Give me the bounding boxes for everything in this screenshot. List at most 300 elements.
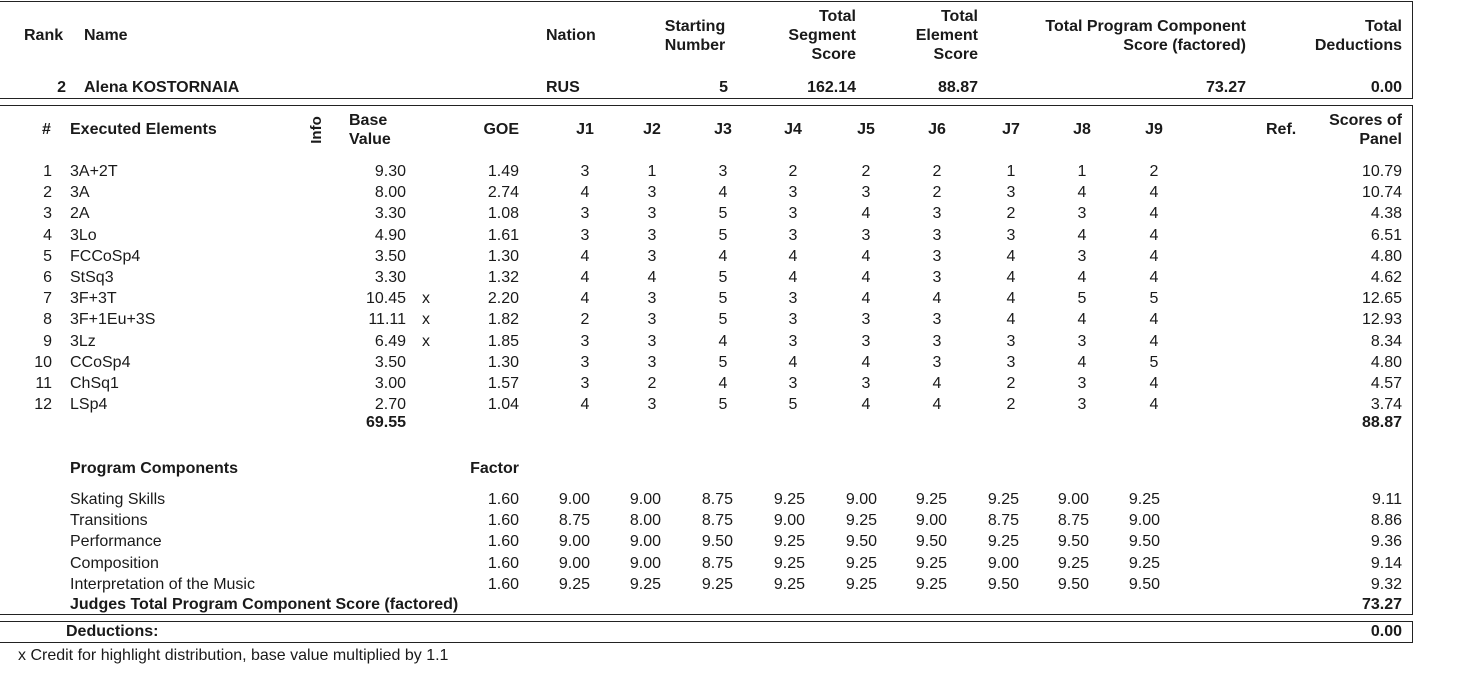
judge-header-6: J6	[928, 121, 946, 138]
component-judge-score-j9: 9.50	[1128, 575, 1160, 593]
element-judge-score-j3: 3	[718, 163, 728, 180]
component-judge-score-j1: 9.00	[558, 533, 590, 551]
element-panel-score: 4.62	[1370, 269, 1402, 286]
deductions-label: Deductions:	[66, 623, 159, 640]
element-highlight-mark: x	[422, 311, 430, 329]
component-judge-score-j4: 9.25	[773, 554, 805, 572]
base-value-line-2: Value	[349, 131, 391, 148]
element-judge-score-j5: 4	[861, 290, 871, 308]
component-judge-score-j8: 9.25	[1057, 554, 1089, 572]
header-name: Name	[84, 27, 128, 44]
header-ded-line-2: Deductions	[1314, 37, 1402, 54]
component-judge-score-j2: 9.00	[629, 554, 661, 572]
element-panel-score: 3.74	[1370, 396, 1402, 414]
deductions-value: 0.00	[1370, 623, 1402, 640]
element-name: 3A+2T	[70, 163, 118, 180]
component-factor: 1.60	[487, 512, 519, 530]
element-judge-score-j1: 3	[580, 375, 590, 392]
element-judge-score-j1: 3	[580, 353, 590, 371]
component-judge-score-j2: 9.00	[629, 491, 661, 508]
component-row	[0, 489, 1460, 510]
element-judge-score-j8: 4	[1077, 269, 1087, 286]
element-judge-score-j2: 2	[647, 375, 657, 392]
element-judge-score-j3: 5	[718, 269, 728, 286]
component-judge-score-j5: 9.25	[845, 554, 877, 572]
element-goe: 1.30	[487, 247, 519, 265]
element-judge-score-j9: 2	[1149, 163, 1159, 180]
element-judge-score-j9: 4	[1149, 396, 1159, 414]
element-judge-score-j6: 3	[932, 269, 942, 286]
components-total-label: Judges Total Program Component Score (factored)	[70, 596, 459, 613]
judge-header-2: J2	[643, 121, 661, 138]
skater-total-pcs: 73.27	[1205, 79, 1246, 96]
element-judge-score-j9: 4	[1149, 269, 1159, 286]
element-base-value: 3.30	[374, 269, 406, 286]
element-judge-score-j7: 4	[1006, 247, 1016, 265]
elements-header-ref: Ref.	[1266, 121, 1297, 138]
element-judge-score-j7: 4	[1006, 290, 1016, 308]
element-judge-score-j5: 3	[861, 375, 871, 392]
component-judge-score-j7: 9.25	[987, 533, 1019, 551]
element-judge-score-j5: 4	[861, 205, 871, 223]
element-judge-score-j6: 3	[932, 332, 942, 350]
element-panel-score: 4.80	[1370, 353, 1402, 371]
component-judge-score-j8: 9.00	[1057, 491, 1089, 508]
element-judge-score-j7: 3	[1006, 332, 1016, 350]
element-judge-score-j8: 1	[1077, 163, 1087, 180]
element-goe: 1.30	[487, 353, 519, 371]
component-judge-score-j9: 9.50	[1128, 533, 1160, 551]
element-judge-score-j7: 2	[1006, 396, 1016, 414]
element-judge-score-j1: 3	[580, 226, 590, 244]
element-panel-score: 12.65	[1361, 290, 1402, 308]
base-value-line-1: Base	[349, 112, 388, 129]
element-judge-score-j8: 4	[1077, 311, 1087, 329]
judge-header-8: J8	[1073, 121, 1091, 138]
element-judge-score-j3: 5	[718, 290, 728, 308]
element-judge-score-j3: 4	[718, 184, 728, 202]
component-judge-score-j2: 9.25	[629, 575, 661, 593]
element-judge-score-j6: 3	[932, 226, 942, 244]
element-panel-score: 8.34	[1370, 332, 1402, 350]
element-name: 3Lz	[70, 332, 96, 350]
footnote: x Credit for highlight distribution, base value multiplied by 1.1	[18, 647, 449, 664]
element-row	[0, 309, 1460, 330]
skater-starting-number: 5	[719, 79, 728, 96]
element-base-value: 8.00	[374, 184, 406, 202]
component-judge-score-j9: 9.25	[1128, 554, 1160, 572]
elements-header-base-value	[349, 111, 391, 149]
element-judge-score-j6: 3	[932, 311, 942, 329]
component-factor: 1.60	[487, 491, 519, 508]
component-panel-score: 9.11	[1372, 491, 1402, 508]
element-judge-score-j6: 2	[932, 163, 942, 180]
element-judge-score-j2: 4	[647, 269, 657, 286]
element-judge-score-j3: 5	[718, 205, 728, 223]
component-judge-score-j6: 9.50	[915, 533, 947, 551]
element-judge-score-j1: 4	[580, 184, 590, 202]
element-judge-score-j6: 3	[932, 205, 942, 223]
header-rank: Rank	[24, 27, 64, 44]
judge-header-4: J4	[784, 121, 802, 138]
element-row	[0, 352, 1460, 373]
element-judge-score-j4: 5	[788, 396, 798, 414]
component-judge-score-j8: 8.75	[1057, 512, 1089, 530]
component-judge-score-j3: 9.25	[701, 575, 733, 593]
component-row	[0, 574, 1460, 595]
element-name: 2A	[70, 205, 90, 223]
component-row	[0, 510, 1460, 531]
element-judge-score-j9: 4	[1149, 375, 1159, 392]
element-judge-score-j4: 4	[788, 353, 798, 371]
element-goe: 1.82	[487, 311, 519, 329]
component-judge-score-j6: 9.00	[915, 512, 947, 530]
element-base-value: 3.50	[374, 353, 406, 371]
element-row	[0, 331, 1460, 352]
component-name: Interpretation of the Music	[70, 575, 255, 593]
element-judge-score-j9: 4	[1149, 205, 1159, 223]
element-base-value: 9.30	[374, 163, 406, 180]
header-starting-line-2: Number	[664, 37, 726, 54]
component-factor: 1.60	[487, 554, 519, 572]
header-tss-line-3: Score	[811, 46, 856, 63]
element-judge-score-j2: 3	[647, 290, 657, 308]
element-judge-score-j7: 3	[1006, 353, 1016, 371]
element-name: 3F+1Eu+3S	[70, 311, 156, 329]
element-judge-score-j5: 4	[861, 269, 871, 286]
elements-header-executed: Executed Elements	[70, 121, 217, 138]
component-judge-score-j1: 9.00	[558, 554, 590, 572]
element-judge-score-j6: 3	[932, 353, 942, 371]
component-judge-score-j3: 8.75	[701, 491, 733, 508]
element-panel-score: 4.38	[1370, 205, 1402, 223]
element-name: CCoSp4	[70, 353, 131, 371]
element-judge-score-j9: 4	[1149, 247, 1159, 265]
element-judge-score-j1: 3	[580, 205, 590, 223]
element-number: 6	[43, 269, 52, 286]
component-judge-score-j1: 8.75	[558, 512, 590, 530]
deductions-box	[0, 621, 1413, 643]
component-judge-score-j3: 8.75	[701, 512, 733, 530]
element-judge-score-j3: 4	[718, 332, 728, 350]
element-judge-score-j4: 4	[788, 247, 798, 265]
skater-nation: RUS	[546, 79, 580, 96]
element-judge-score-j6: 4	[932, 375, 942, 392]
component-judge-score-j6: 9.25	[915, 491, 947, 508]
component-name: Composition	[70, 554, 159, 572]
header-tss-line-2: Segment	[788, 27, 856, 44]
component-row	[0, 553, 1460, 574]
element-judge-score-j2: 1	[647, 163, 657, 180]
element-judge-score-j5: 3	[861, 311, 871, 329]
component-panel-score: 8.86	[1370, 512, 1402, 530]
header-total-segment-score	[760, 7, 856, 64]
scores-of-panel-line-2: Panel	[1359, 131, 1402, 148]
components-title: Program Components	[70, 460, 239, 477]
element-judge-score-j1: 4	[580, 396, 590, 414]
element-judge-score-j2: 3	[647, 205, 657, 223]
component-judge-score-j7: 9.50	[987, 575, 1019, 593]
component-judge-score-j5: 9.00	[845, 491, 877, 508]
judge-header-3: J3	[714, 121, 732, 138]
skater-total-segment-score: 162.14	[807, 79, 856, 96]
judge-header-9: J9	[1145, 121, 1163, 138]
element-judge-score-j1: 4	[580, 290, 590, 308]
element-judge-score-j1: 4	[580, 269, 590, 286]
element-judge-score-j5: 4	[861, 247, 871, 265]
element-judge-score-j2: 3	[647, 226, 657, 244]
element-judge-score-j8: 3	[1077, 247, 1087, 265]
element-judge-score-j4: 3	[788, 332, 798, 350]
element-row	[0, 267, 1460, 288]
element-row	[0, 373, 1460, 394]
element-judge-score-j1: 2	[580, 311, 590, 329]
judge-header-5: J5	[857, 121, 875, 138]
component-judge-score-j4: 9.25	[773, 575, 805, 593]
element-judge-score-j8: 4	[1077, 353, 1087, 371]
header-starting-line-1: Starting	[664, 18, 726, 35]
header-pcs-line-1: Total Program Component	[1045, 18, 1246, 35]
element-highlight-mark: x	[422, 290, 430, 308]
element-judge-score-j7: 3	[1006, 184, 1016, 202]
element-judge-score-j1: 3	[580, 332, 590, 350]
component-judge-score-j1: 9.00	[558, 491, 590, 508]
header-pcs-line-2: Score (factored)	[1123, 37, 1246, 54]
element-row	[0, 394, 1460, 415]
element-judge-score-j7: 2	[1006, 205, 1016, 223]
elements-total-panel: 88.87	[1361, 414, 1402, 431]
element-judge-score-j8: 3	[1077, 375, 1087, 392]
element-name: LSp4	[70, 396, 108, 414]
element-number: 1	[43, 163, 52, 180]
elements-total-base: 69.55	[365, 414, 406, 431]
element-judge-score-j9: 5	[1149, 290, 1159, 308]
element-number: 12	[34, 396, 52, 414]
component-judge-score-j9: 9.25	[1128, 491, 1160, 508]
element-judge-score-j5: 3	[861, 226, 871, 244]
component-panel-score: 9.36	[1370, 533, 1402, 551]
component-name: Transitions	[70, 512, 148, 530]
element-number: 2	[43, 184, 52, 202]
element-judge-score-j7: 4	[1006, 269, 1016, 286]
element-judge-score-j1: 3	[580, 163, 590, 180]
elements-header-info: Info	[308, 116, 325, 144]
element-judge-score-j4: 2	[788, 163, 798, 180]
element-judge-score-j7: 2	[1006, 375, 1016, 392]
header-nation: Nation	[546, 27, 596, 44]
element-judge-score-j3: 5	[718, 353, 728, 371]
element-name: 3F+3T	[70, 290, 117, 308]
element-judge-score-j2: 3	[647, 396, 657, 414]
element-judge-score-j6: 2	[932, 184, 942, 202]
component-judge-score-j1: 9.25	[558, 575, 590, 593]
element-goe: 1.85	[487, 332, 519, 350]
element-goe: 1.57	[487, 375, 519, 392]
element-judge-score-j6: 3	[932, 247, 942, 265]
element-highlight-mark: x	[422, 332, 430, 350]
component-judge-score-j8: 9.50	[1057, 533, 1089, 551]
element-name: 3A	[70, 184, 90, 202]
element-row	[0, 246, 1460, 267]
element-judge-score-j5: 4	[861, 353, 871, 371]
judge-header-1: J1	[576, 121, 594, 138]
component-name: Skating Skills	[70, 491, 166, 508]
element-judge-score-j7: 3	[1006, 226, 1016, 244]
header-total-element-score	[890, 7, 978, 64]
component-judge-score-j5: 9.25	[845, 512, 877, 530]
element-judge-score-j8: 5	[1077, 290, 1087, 308]
component-row	[0, 531, 1460, 552]
component-judge-score-j7: 8.75	[987, 512, 1019, 530]
element-goe: 1.32	[487, 269, 519, 286]
component-judge-score-j4: 9.00	[773, 512, 805, 530]
element-judge-score-j1: 4	[580, 247, 590, 265]
scores-of-panel-line-1: Scores of	[1329, 112, 1402, 129]
component-name: Performance	[70, 533, 162, 551]
element-base-value: 11.11	[368, 311, 406, 329]
element-judge-score-j4: 3	[788, 375, 798, 392]
component-judge-score-j5: 9.25	[845, 575, 877, 593]
component-judge-score-j5: 9.50	[845, 533, 877, 551]
element-number: 11	[35, 375, 52, 392]
element-name: FCCoSp4	[70, 247, 141, 265]
header-total-pcs	[1000, 17, 1246, 55]
components-factor-header: Factor	[470, 460, 519, 477]
element-judge-score-j3: 4	[718, 375, 728, 392]
element-judge-score-j4: 3	[788, 311, 798, 329]
element-goe: 1.04	[487, 396, 519, 414]
skater-rank: 2	[57, 79, 66, 96]
header-ded-line-1: Total	[1364, 18, 1402, 35]
component-judge-score-j9: 9.00	[1128, 512, 1160, 530]
header-tes-line-3: Score	[933, 46, 978, 63]
element-name: ChSq1	[70, 375, 119, 392]
element-judge-score-j2: 3	[647, 247, 657, 265]
header-tss-line-1: Total	[818, 8, 856, 25]
element-judge-score-j6: 4	[932, 290, 942, 308]
element-judge-score-j8: 3	[1077, 332, 1087, 350]
component-judge-score-j4: 9.25	[773, 491, 805, 508]
element-row	[0, 161, 1460, 182]
element-judge-score-j2: 3	[647, 184, 657, 202]
element-judge-score-j4: 3	[788, 184, 798, 202]
judge-header-7: J7	[1002, 121, 1020, 138]
element-judge-score-j2: 3	[647, 311, 657, 329]
element-judge-score-j8: 4	[1077, 184, 1087, 202]
element-judge-score-j8: 3	[1077, 396, 1087, 414]
component-factor: 1.60	[487, 533, 519, 551]
element-judge-score-j8: 3	[1077, 205, 1087, 223]
component-judge-score-j3: 8.75	[701, 554, 733, 572]
element-judge-score-j9: 5	[1149, 353, 1159, 371]
element-base-value: 4.90	[374, 226, 406, 244]
element-panel-score: 12.93	[1361, 311, 1402, 329]
elements-header-num: #	[42, 121, 51, 138]
element-goe: 2.74	[487, 184, 519, 202]
element-judge-score-j4: 3	[788, 205, 798, 223]
element-row	[0, 203, 1460, 224]
components-total-value: 73.27	[1361, 596, 1402, 613]
element-judge-score-j9: 4	[1149, 184, 1159, 202]
element-panel-score: 6.51	[1370, 226, 1402, 244]
component-factor: 1.60	[487, 575, 519, 593]
element-judge-score-j7: 1	[1006, 163, 1016, 180]
element-judge-score-j8: 4	[1077, 226, 1087, 244]
element-judge-score-j3: 5	[718, 311, 728, 329]
element-panel-score: 10.74	[1361, 184, 1402, 202]
element-name: 3Lo	[70, 226, 97, 244]
component-judge-score-j6: 9.25	[915, 554, 947, 572]
skater-total-element-score: 88.87	[937, 79, 978, 96]
element-judge-score-j5: 2	[861, 163, 871, 180]
element-number: 5	[43, 247, 52, 265]
element-base-value: 3.00	[374, 375, 406, 392]
element-judge-score-j5: 3	[861, 332, 871, 350]
element-row	[0, 225, 1460, 246]
component-panel-score: 9.32	[1370, 575, 1402, 593]
element-judge-score-j3: 4	[718, 247, 728, 265]
element-number: 10	[34, 353, 52, 371]
header-tes-line-1: Total	[940, 8, 978, 25]
element-judge-score-j3: 5	[718, 226, 728, 244]
element-judge-score-j9: 4	[1149, 332, 1159, 350]
element-base-value: 6.49	[374, 332, 406, 350]
element-number: 8	[43, 311, 52, 329]
element-goe: 1.08	[487, 205, 519, 223]
element-base-value: 10.45	[365, 290, 406, 308]
header-tes-line-2: Element	[915, 27, 978, 44]
component-judge-score-j7: 9.00	[987, 554, 1019, 572]
element-judge-score-j7: 4	[1006, 311, 1016, 329]
header-total-deductions	[1290, 17, 1402, 55]
element-goe: 1.49	[487, 163, 519, 180]
element-judge-score-j9: 4	[1149, 226, 1159, 244]
element-number: 4	[43, 226, 52, 244]
element-judge-score-j4: 4	[788, 269, 798, 286]
element-judge-score-j5: 4	[861, 396, 871, 414]
element-judge-score-j4: 3	[788, 290, 798, 308]
component-judge-score-j2: 8.00	[629, 512, 661, 530]
component-judge-score-j3: 9.50	[701, 533, 733, 551]
element-goe: 2.20	[487, 290, 519, 308]
element-base-value: 2.70	[374, 396, 406, 414]
element-judge-score-j9: 4	[1149, 311, 1159, 329]
component-judge-score-j4: 9.25	[773, 533, 805, 551]
element-name: StSq3	[70, 269, 114, 286]
component-judge-score-j6: 9.25	[915, 575, 947, 593]
element-number: 3	[43, 205, 52, 223]
element-judge-score-j5: 3	[861, 184, 871, 202]
component-panel-score: 9.14	[1370, 554, 1402, 572]
elements-header-scores-of-panel	[1300, 111, 1402, 149]
skater-total-deductions: 0.00	[1370, 79, 1402, 96]
element-base-value: 3.50	[374, 247, 406, 265]
element-judge-score-j3: 5	[718, 396, 728, 414]
element-judge-score-j6: 4	[932, 396, 942, 414]
skater-name: Alena KOSTORNAIA	[84, 79, 240, 96]
element-row	[0, 182, 1460, 203]
element-panel-score: 4.57	[1370, 375, 1402, 392]
element-goe: 1.61	[487, 226, 519, 244]
component-judge-score-j2: 9.00	[629, 533, 661, 551]
component-judge-score-j8: 9.50	[1057, 575, 1089, 593]
component-judge-score-j7: 9.25	[987, 491, 1019, 508]
element-base-value: 3.30	[374, 205, 406, 223]
element-panel-score: 10.79	[1361, 163, 1402, 180]
element-number: 7	[43, 290, 52, 308]
element-judge-score-j2: 3	[647, 353, 657, 371]
element-panel-score: 4.80	[1370, 247, 1402, 265]
